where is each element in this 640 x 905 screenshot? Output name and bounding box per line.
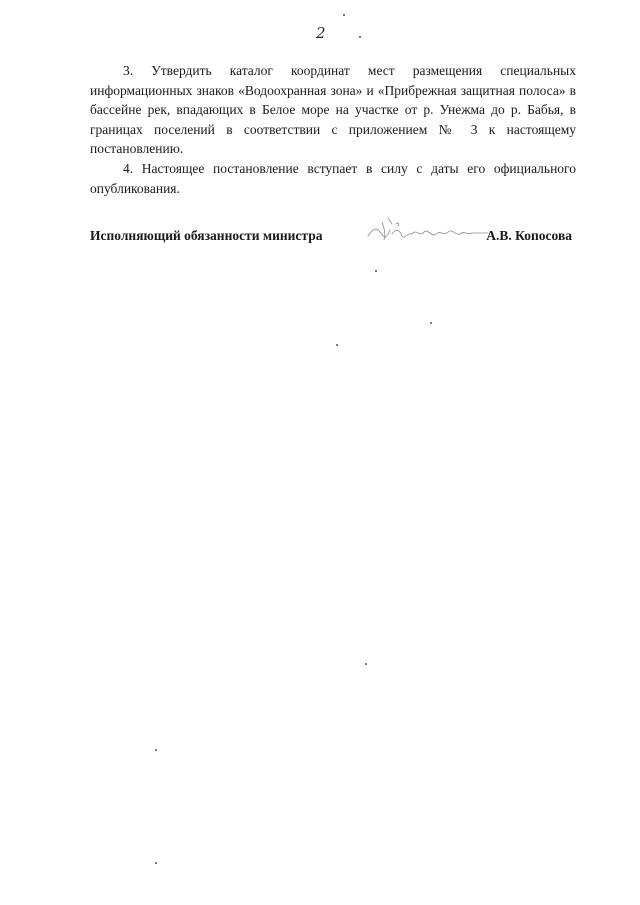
document-body <box>90 61 576 198</box>
paragraph-item-4: 4. Настоящее постановление вступает в силу с даты его официального опубликования. <box>90 160 576 196</box>
scan-speck <box>375 270 377 272</box>
scan-speck <box>430 322 432 324</box>
signer-name: А.В. Копосова <box>486 228 572 243</box>
scan-speck <box>155 862 157 864</box>
signature-block <box>90 226 576 250</box>
page-number: 2 <box>316 24 327 42</box>
signer-position: Исполняющий обязанности министра <box>90 228 323 243</box>
scan-speck <box>365 663 367 665</box>
scan-speck <box>155 749 157 751</box>
scan-speck <box>343 14 345 16</box>
paragraph-item-3: 3. Утвердить каталог координат мест размещения специальных информационных знаков «Водоохранная зона» и «Прибрежная защитная полоса» в бассейне рек, впадающих в Белое море на участке от р. Унежма до р. Бабья, в границах поселений в соответствии с приложением № 3 к настоящему постановлению. <box>90 63 576 157</box>
scan-speck <box>359 36 361 38</box>
scan-speck <box>336 344 338 346</box>
